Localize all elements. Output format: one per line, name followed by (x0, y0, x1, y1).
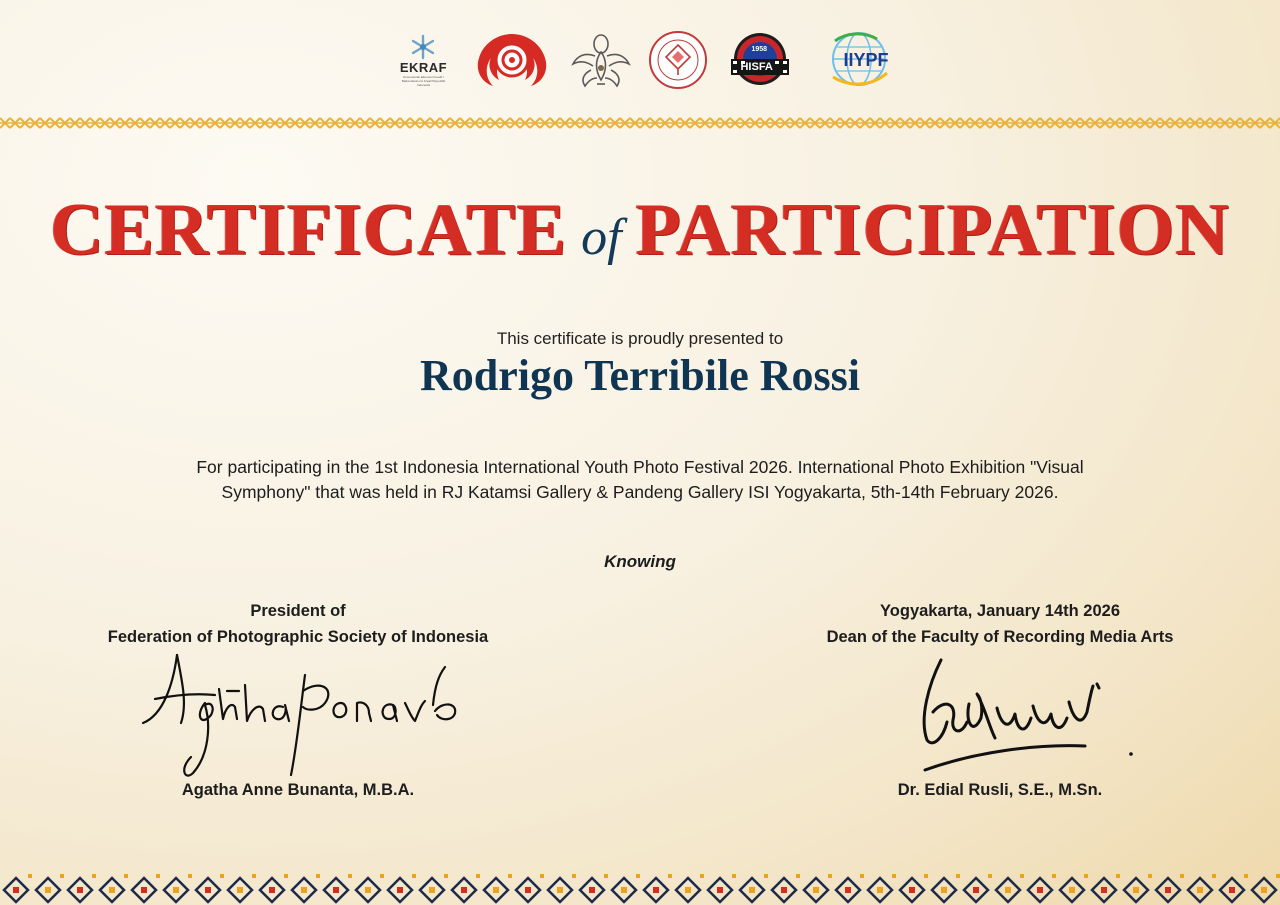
description (120, 455, 1160, 505)
left-signatory-role (60, 598, 536, 650)
left-signatory-name: Agatha Anne Bunanta, M.B.A. (181, 781, 415, 799)
right-role: Dean of the Faculty of Recording Media Arts (826, 628, 1174, 646)
top-ornament-band (0, 113, 1280, 133)
right-signatory-name: Dr. Edial Rusli, S.E., M.Sn. (897, 781, 1103, 799)
presented-text: This certificate is proudly presented to (496, 329, 784, 348)
logo-row (0, 28, 1280, 92)
right-signature (905, 648, 1145, 788)
bottom-ornament-band (0, 874, 1280, 905)
fpsi-logo (469, 30, 555, 90)
hisfa-label: HISFA (740, 61, 773, 73)
description-line-2: Symphony" that was held in RJ Katamsi Gallery & Pandeng Gallery ISI Yogyakarta, 5th-14th February 2026. (221, 482, 1059, 502)
recipient-name: Rodrigo Terribile Rossi (419, 351, 861, 400)
left-role-line-2: Federation of Photographic Society of Indonesia (107, 628, 489, 646)
description-line-1: For participating in the 1st Indonesia International Youth Photo Festival 2026. International Photo Exhibition "Visual (196, 457, 1084, 477)
right-signatory-role (770, 598, 1230, 650)
iiypf-label: IIYPF (843, 49, 889, 70)
hisfa-logo (723, 29, 797, 91)
iiypf-logo (811, 29, 888, 91)
ekraf-snowflake-icon (409, 34, 437, 60)
right-place-date: Yogyakarta, January 14th 2026 (880, 602, 1120, 620)
title-of: of (581, 209, 622, 266)
title-certificate: CERTIFICATE (50, 189, 568, 271)
title-participation: PARTICIPATION (635, 189, 1230, 271)
ekraf-label: EKRAF (399, 59, 448, 75)
himpunan-logo (647, 29, 709, 91)
left-signature (135, 645, 465, 785)
certificate-title (0, 188, 1280, 273)
ekraf-logo (391, 34, 455, 87)
ekraf-subtitle: Kementerian Ekonomi Kreatif / Badan Ekonomi Kreatif Republik Indonesia (401, 74, 446, 87)
knowing-label: Knowing (604, 552, 676, 571)
isi-garuda-logo (569, 30, 633, 90)
hisfa-year: 1958 (751, 46, 768, 53)
left-role-line-1: President of (250, 602, 346, 620)
